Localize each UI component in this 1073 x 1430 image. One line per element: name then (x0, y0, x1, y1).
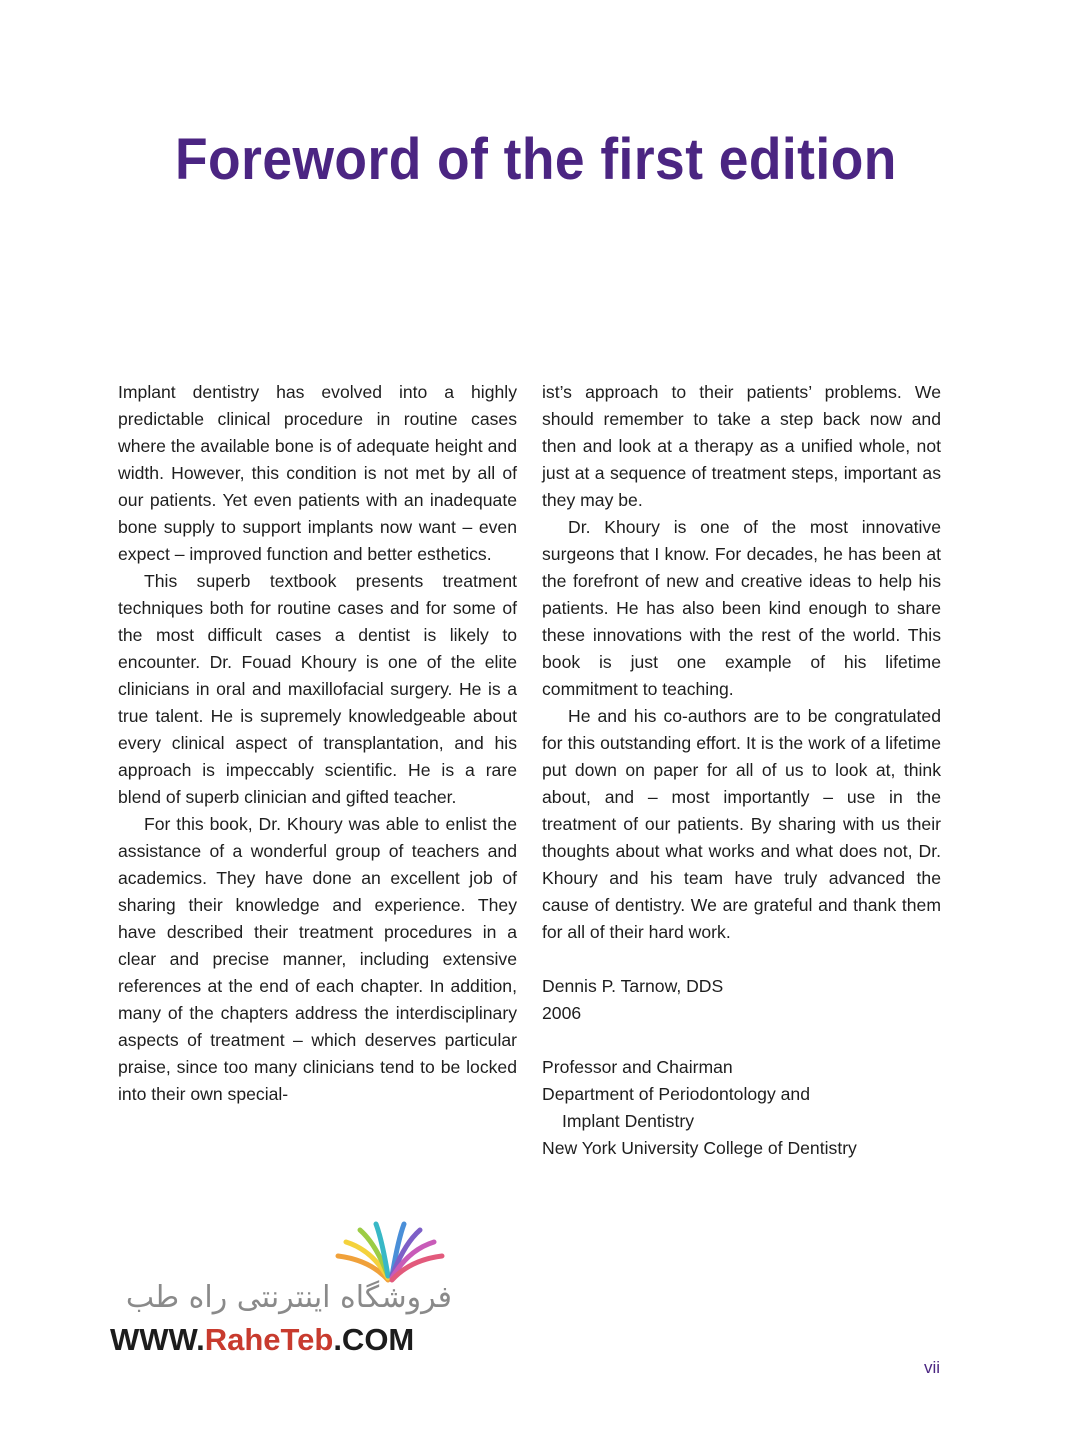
paragraph: Implant dentistry has evolved into a highly predictable clinical procedure in routine cases where the available bone is of adequate height and width. However, this condition is not met by all of our patients. Yet even patients with an inadequate bone supply to support implants now want – even expect – improved function and better esthetics. (118, 382, 517, 564)
signature-year: 2006 (542, 1003, 582, 1023)
watermark-url-suffix: .COM (333, 1322, 415, 1357)
page-number: vii (923, 1358, 940, 1377)
right-column (542, 379, 941, 946)
paragraph: He and his co-authors are to be congratulated for this outstanding effort. It is the work of a lifetime put down on paper for all of us to look at, think about, and – most importantly – use in the treatment of our patients. By sharing with us their thoughts about what works and what does not, Dr. Khoury and his team have truly advanced the cause of dentistry. We are grateful and thank them for all of their hard work. (542, 706, 941, 942)
paragraph: For this book, Dr. Khoury was able to enlist the assistance of a wonderful group of teachers and academics. They have done an excellent job of sharing their knowledge and experience. They have described their treatment procedures in a clear and precise manner, including extensive references at the end of each chapter. In addition, many of the chapters address the interdisciplinary aspects of treatment – which deserves particular praise, since too many clinicians tend to be locked into their own special- (118, 814, 517, 1104)
watermark-url-brand: RaheTeb (204, 1322, 334, 1357)
signature-institution: New York University College of Dentistry (542, 1138, 857, 1158)
watermark-url (110, 1322, 455, 1358)
signature-block (542, 973, 723, 1027)
signature-name: Dennis P. Tarnow, DDS (542, 976, 724, 996)
signature-position: Professor and Chairman (542, 1057, 733, 1077)
paragraph: Dr. Khoury is one of the most innovative surgeons that I know. For decades, he has been at the forefront of new and creative ideas to help his patients. He has also been kind enough to share these innovations with the rest of the world. This book is just one example of his lifetime commitment to teaching. (542, 517, 941, 699)
affiliation-block (542, 1054, 857, 1162)
signature-department-cont: Implant Dentistry (562, 1111, 694, 1131)
signature-department: Department of Periodontology and (542, 1084, 810, 1104)
left-column (118, 379, 517, 1108)
page-title: Foreword of the first edition (174, 127, 897, 192)
watermark-url-prefix: WWW. (110, 1322, 205, 1357)
paragraph: This superb textbook presents treatment techniques both for routine cases and for some of the most difficult cases a dentist is likely to encounter. Dr. Fouad Khoury is one of the elite clinicians in oral and maxillofacial surgery. He is a true talent. He is supremely knowledgeable about every clinical aspect of transplantation, and his approach is impeccably scientific. He is a rare blend of superb clinician and gifted teacher. (118, 571, 517, 807)
watermark-persian-text: فروشگاه اینترنتی راه طب (125, 1280, 452, 1315)
paragraph: ist’s approach to their patients’ problems. We should remember to take a step back now and then and look at a therapy as a unified whole, not just at a sequence of treatment steps, important as they may be. (542, 382, 941, 510)
